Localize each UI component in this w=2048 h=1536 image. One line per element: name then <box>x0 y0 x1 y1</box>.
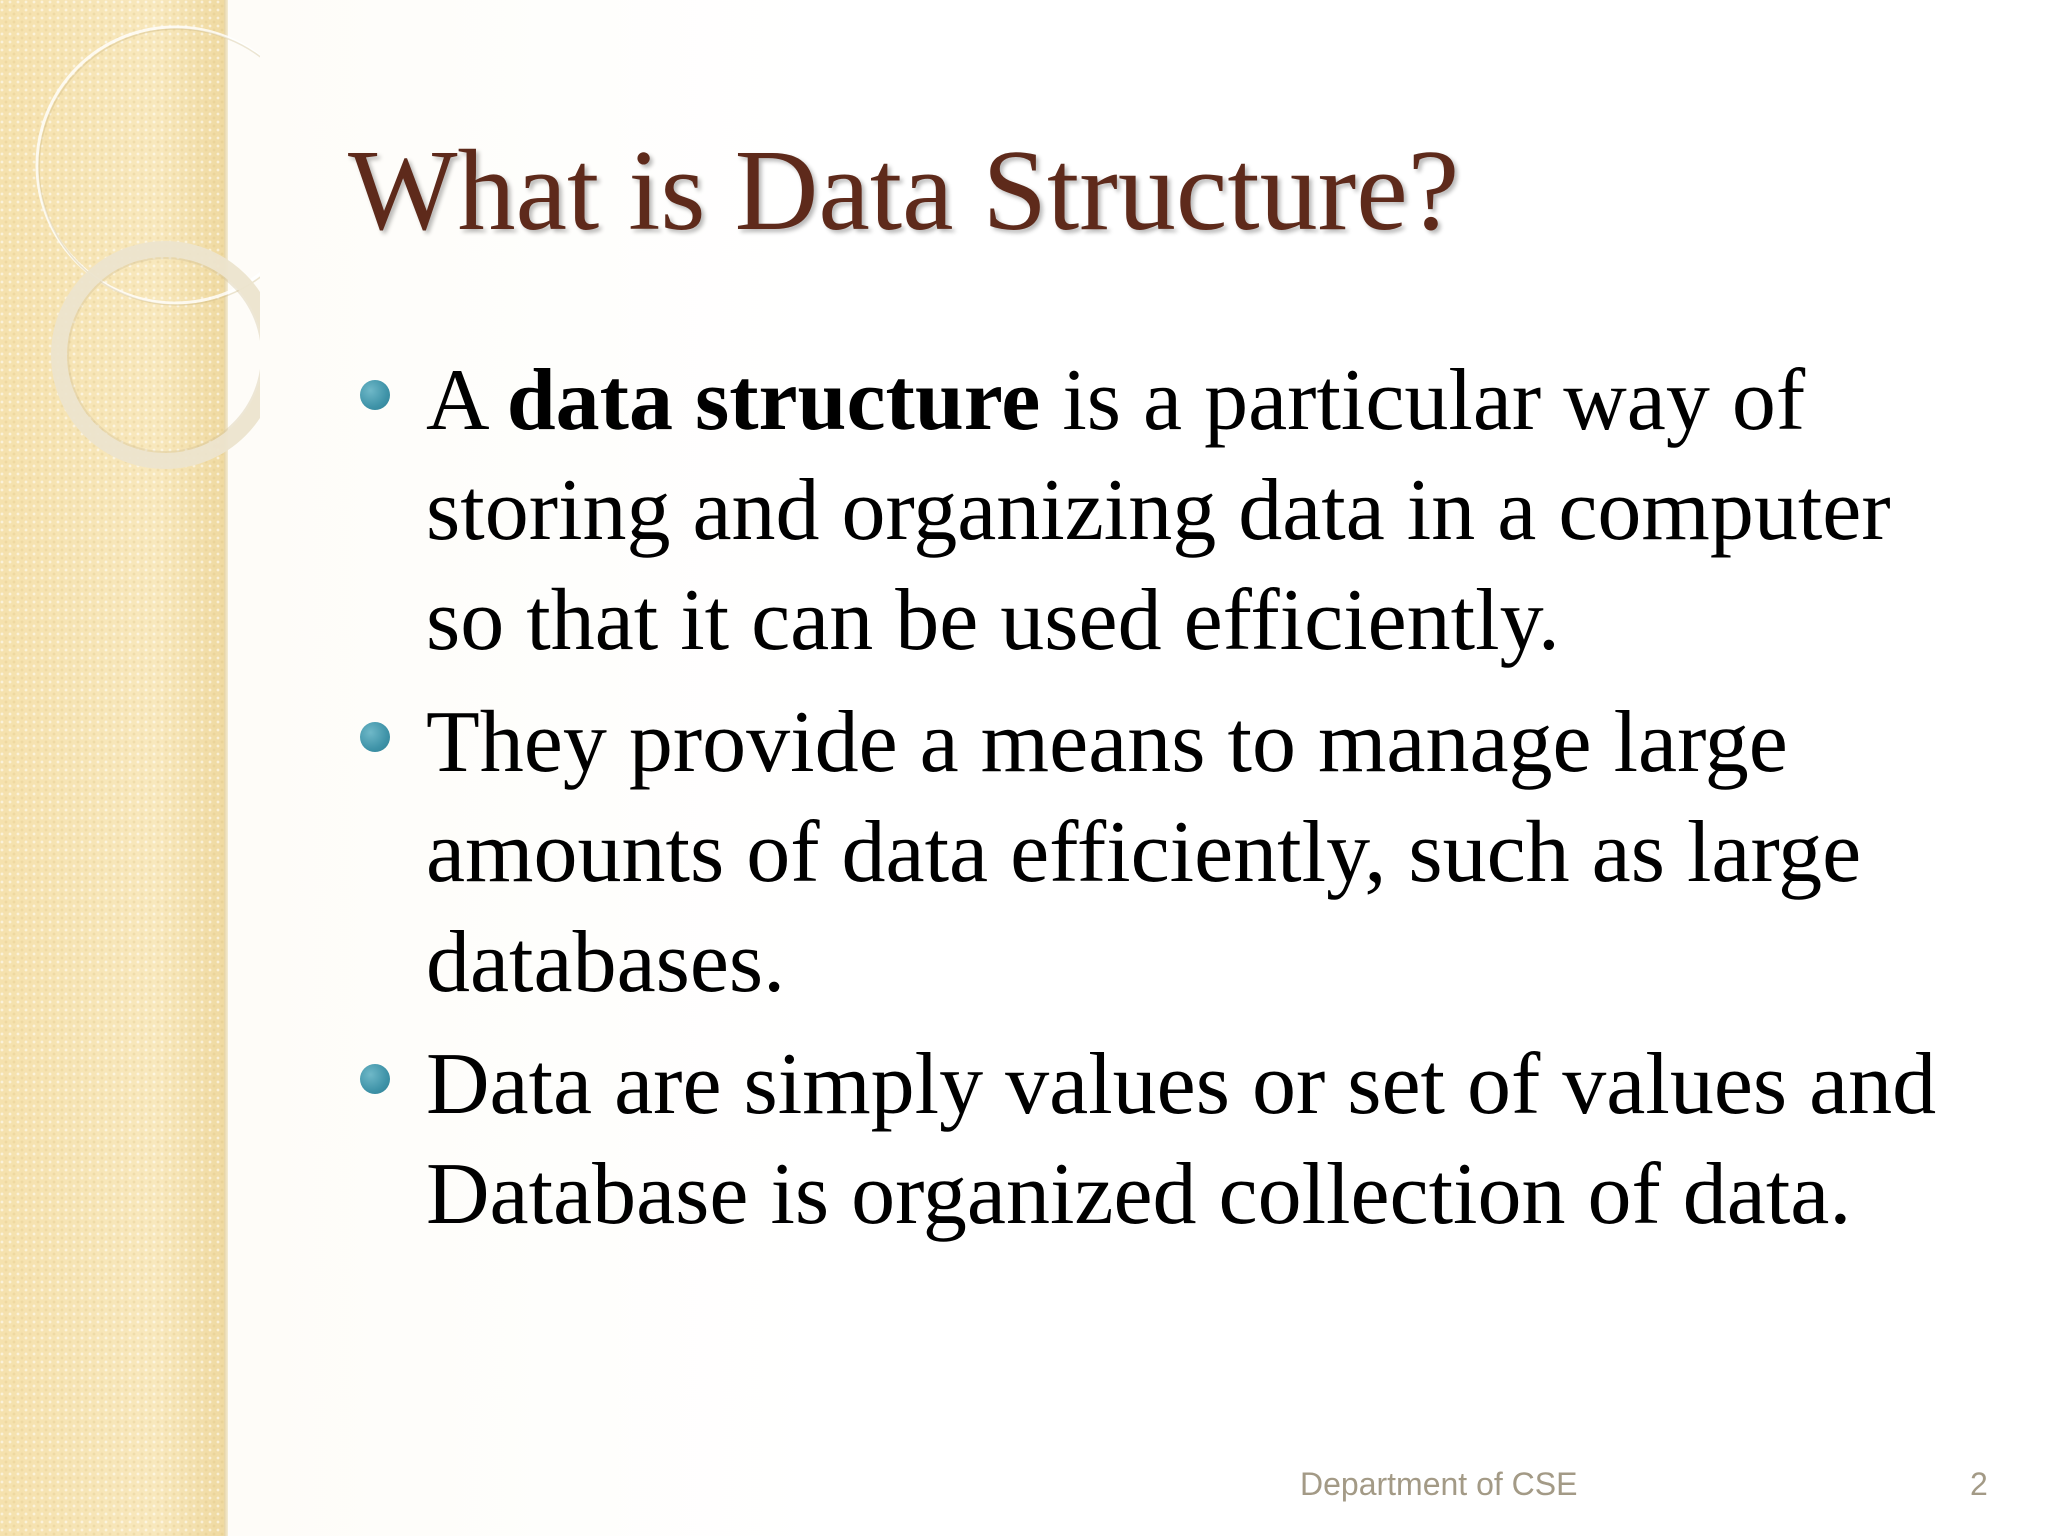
small-ring <box>59 249 260 461</box>
bullet-text-rest: is a particular way of storing and organizing data in a computer so that it can be used efficiently. <box>426 352 1891 669</box>
footer-page-number: 2 <box>1970 1466 1988 1502</box>
bullet-text: Data are simply values or set of values and Database is organized collection of data. <box>426 1036 1937 1243</box>
slide-title: What is Data Structure? <box>348 127 1460 255</box>
bullet-dot-icon <box>360 1064 390 1094</box>
bullet-item <box>358 1030 1978 1250</box>
bullet-list <box>358 346 1978 1262</box>
bullet-dot-icon <box>360 380 390 410</box>
bullet-item <box>358 346 1978 676</box>
footer-department: Department of CSE <box>1300 1466 1578 1502</box>
small-ring-inner-shade <box>68 258 260 452</box>
bullet-text: They provide a means to manage large amounts of data efficiently, such as large databases. <box>426 694 1862 1011</box>
decorative-rings <box>0 0 260 520</box>
bullet-bold-term: data structure <box>506 352 1041 449</box>
bullet-item <box>358 688 1978 1018</box>
bullet-text-prefix: A <box>426 352 507 449</box>
bullet-dot-icon <box>360 722 390 752</box>
